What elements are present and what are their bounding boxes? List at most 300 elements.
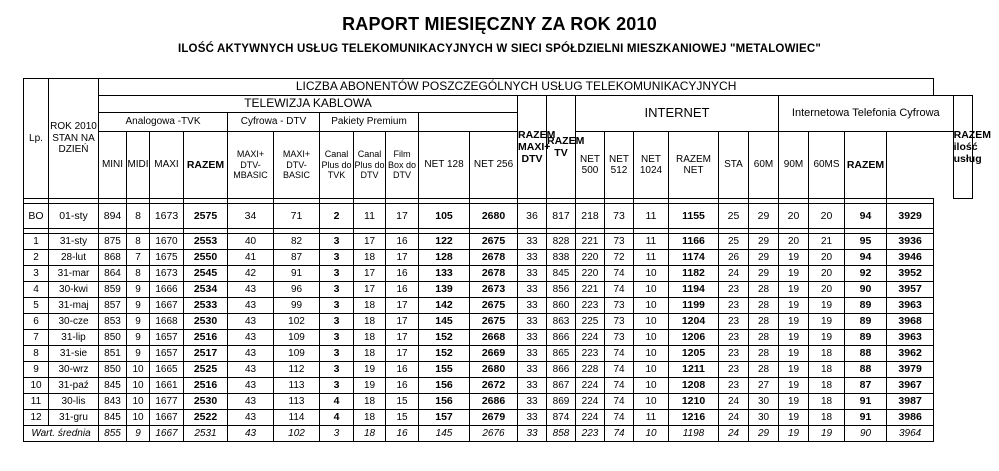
cell-mini: 859 [99,282,127,298]
cell-mini: 843 [99,394,127,410]
cell-mini: 851 [99,346,127,362]
col-canal-plus-dtv: Canal Plus do DTV [354,132,386,199]
cell-razem-maxi-dtv: 145 [419,426,470,442]
cell-m60ms: 21 [809,234,845,250]
cell-maxi: 1657 [150,346,184,362]
cell-cp-tvk: 3 [320,298,354,314]
cell-cp-dtv: 18 [354,394,386,410]
internet-header: INTERNET [576,96,779,132]
cell-razem-total: 3968 [887,314,934,330]
cell-cp-dtv: 18 [354,410,386,426]
cell-dtv-basic: 82 [274,234,320,250]
col-midi: MIDI [127,132,150,199]
col-net1024: NET 1024 [634,132,669,199]
cell-razem-tv: 2673 [470,282,518,298]
cell-cp-dtv: 19 [354,378,386,394]
cell-cp-dtv: 18 [354,330,386,346]
cell-net512: 74 [605,378,634,394]
cell-m90: 19 [779,298,809,314]
cell-date: 01-sty [49,204,99,229]
cell-maxi: 1667 [150,426,184,442]
cable-tv-header: TELEWIZJA KABLOWA [99,96,518,113]
cell-cp-dtv: 17 [354,266,386,282]
cell-m60ms: 20 [809,250,845,266]
cell-midi: 8 [127,234,150,250]
table-row [24,378,973,394]
cell-maxi: 1661 [150,378,184,394]
cell-cp-tvk: 3 [320,266,354,282]
cell-m60: 30 [749,394,779,410]
phone-header: Internetowa Telefonia Cyfrowa [779,96,954,132]
cell-razem-net: 1194 [669,282,719,298]
cell-razem-net: 1155 [669,204,719,229]
cell-net500: 224 [576,378,605,394]
cell-net512: 73 [605,204,634,229]
cell-maxi: 1673 [150,204,184,229]
cell-cp-tvk: 3 [320,378,354,394]
cell-cp-tvk: 3 [320,362,354,378]
cell-m60ms: 20 [809,204,845,229]
cell-razem-tv: 2676 [470,426,518,442]
cell-razem-total: 3936 [887,234,934,250]
cell-razem-maxi-dtv: 156 [419,378,470,394]
cell-date: 30-wrz [49,362,99,378]
col-mini: MINI [99,132,127,199]
table-row [24,234,973,250]
cell-razem-tv: 2675 [470,314,518,330]
table-row [24,330,973,346]
cell-razem-total: 3962 [887,346,934,362]
cell-fb-dtv: 16 [386,282,419,298]
cell-razem-total: 3929 [887,204,934,229]
cell-dtv-mbasic: 43 [228,410,274,426]
cell-razem-phone: 90 [845,426,887,442]
cell-dtv-basic: 96 [274,282,320,298]
cell-mini: 857 [99,298,127,314]
cell-razem-phone: 94 [845,204,887,229]
cell-razem-tv: 2686 [470,394,518,410]
cell-maxi: 1666 [150,282,184,298]
cell-cp-dtv: 18 [354,426,386,442]
cell-net1024: 11 [634,204,669,229]
cell-dtv-basic: 71 [274,204,320,229]
cell-sta: 25 [719,234,749,250]
cell-mini: 845 [99,410,127,426]
cell-razem-phone: 89 [845,298,887,314]
cell-net1024: 10 [634,266,669,282]
cell-maxi: 1667 [150,410,184,426]
cell-fb-dtv: 16 [386,362,419,378]
cell-net128: 33 [518,234,547,250]
cell-fb-dtv: 17 [386,298,419,314]
cell-midi: 10 [127,362,150,378]
report-subtitle: ILOŚĆ AKTYWNYCH USŁUG TELEKOMUNIKACYJNYCH W SIECI SPÓŁDZIELNI MIESZKANIOWEJ "METALOWIEC" [177,43,822,55]
cell-m90: 19 [779,266,809,282]
cell-razem-maxi-dtv: 139 [419,282,470,298]
col-90m: 90M [779,132,809,199]
cell-m90: 19 [779,394,809,410]
cell-razem-net: 1166 [669,234,719,250]
cell-net512: 72 [605,250,634,266]
cell-fb-dtv: 17 [386,314,419,330]
cell-mini: 894 [99,204,127,229]
cell-m60ms: 20 [809,282,845,298]
cell-razem-phone: 88 [845,346,887,362]
cell-m60: 28 [749,314,779,330]
cell-sta: 24 [719,426,749,442]
cell-razem-analog: 2534 [184,282,228,298]
cell-razem-maxi-dtv: 155 [419,362,470,378]
cell-m60: 29 [749,204,779,229]
cell-m60ms: 19 [809,314,845,330]
cell-razem-net: 1198 [669,426,719,442]
cell-m90: 19 [779,378,809,394]
col-maxi-dtv-basic: MAXI+ DTV-BASIC [274,132,320,199]
cell-net512: 73 [605,330,634,346]
cell-mini: 850 [99,362,127,378]
cell-cp-tvk: 3 [320,330,354,346]
cell-lp: 5 [24,298,49,314]
opening-balance-row [24,204,973,229]
cell-dtv-mbasic: 43 [228,346,274,362]
cell-net128: 33 [518,362,547,378]
cell-dtv-basic: 87 [274,250,320,266]
table-row [24,266,973,282]
cell-net256: 845 [547,266,576,282]
cell-net1024: 10 [634,378,669,394]
cell-razem-net: 1211 [669,362,719,378]
col-net500: NET 500 [576,132,605,199]
cell-date: 31-gru [49,410,99,426]
cell-net128: 33 [518,282,547,298]
cell-m90: 19 [779,250,809,266]
cell-cp-dtv: 17 [354,282,386,298]
cell-razem-net: 1206 [669,330,719,346]
cell-net500: 228 [576,362,605,378]
cell-m60: 28 [749,346,779,362]
cell-dtv-mbasic: 34 [228,204,274,229]
cell-net256: 838 [547,250,576,266]
cell-dtv-mbasic: 40 [228,234,274,250]
cell-razem-total: 3967 [887,378,934,394]
cell-sta: 26 [719,250,749,266]
average-row [24,426,973,442]
cell-razem-total: 3987 [887,394,934,410]
table-row [24,394,973,410]
cell-dtv-basic: 112 [274,362,320,378]
cell-razem-total: 3963 [887,330,934,346]
cell-net1024: 11 [634,234,669,250]
razem-total-header: RAZEM ilość usług [953,96,972,199]
cell-mini: 855 [99,426,127,442]
cell-m90: 19 [779,346,809,362]
cell-net128: 33 [518,314,547,330]
cell-fb-dtv: 17 [386,330,419,346]
cell-net256: 869 [547,394,576,410]
cell-razem-maxi-dtv: 156 [419,394,470,410]
cell-dtv-basic: 113 [274,394,320,410]
cell-razem-maxi-dtv: 145 [419,314,470,330]
cell-cp-tvk: 3 [320,234,354,250]
cell-m60: 28 [749,362,779,378]
cell-m60ms: 20 [809,266,845,282]
cell-maxi: 1665 [150,362,184,378]
cell-razem-total: 3957 [887,282,934,298]
cell-midi: 9 [127,282,150,298]
col-canal-plus-tvk: Canal Plus do TVK [320,132,354,199]
cell-net128: 33 [518,266,547,282]
cell-lp: BO [24,204,49,229]
col-maxi-dtv-mbasic: MAXI+ DTV-MBASIC [228,132,274,199]
cell-m60: 28 [749,330,779,346]
date-column-header: ROK 2010 STAN NA DZIEŃ [49,79,99,199]
cell-cp-dtv: 18 [354,346,386,362]
cell-razem-analog: 2517 [184,346,228,362]
cell-razem-tv: 2678 [470,250,518,266]
cell-fb-dtv: 17 [386,204,419,229]
cell-mini: 845 [99,378,127,394]
table-row [24,314,973,330]
cell-date: 30-lis [49,394,99,410]
cell-m60ms: 18 [809,346,845,362]
cell-net500: 220 [576,266,605,282]
cell-net500: 223 [576,346,605,362]
cell-dtv-mbasic: 43 [228,378,274,394]
cell-razem-analog: 2575 [184,204,228,229]
col-razem-net: RAZEM NET [669,132,719,199]
cell-net512: 74 [605,362,634,378]
cell-m90: 19 [779,314,809,330]
cell-midi: 9 [127,426,150,442]
cell-net256: 865 [547,346,576,362]
cell-midi: 10 [127,394,150,410]
cell-razem-analog: 2531 [184,426,228,442]
cell-net256: 858 [547,426,576,442]
col-60ms: 60MS [809,132,845,199]
cell-lp: 8 [24,346,49,362]
cell-sta: 24 [719,394,749,410]
cell-net1024: 10 [634,426,669,442]
cell-fb-dtv: 16 [386,234,419,250]
cell-razem-maxi-dtv: 133 [419,266,470,282]
cell-cp-tvk: 2 [320,204,354,229]
table-row [24,362,973,378]
cell-cp-tvk: 3 [320,282,354,298]
cell-sta: 23 [719,282,749,298]
cell-dtv-basic: 99 [274,298,320,314]
cell-m60ms: 18 [809,362,845,378]
cell-razem-tv: 2668 [470,330,518,346]
cell-lp: 1 [24,234,49,250]
cell-razem-phone: 88 [845,362,887,378]
cell-net512: 74 [605,266,634,282]
cell-razem-total: 3986 [887,410,934,426]
cell-dtv-mbasic: 43 [228,298,274,314]
cell-m60ms: 19 [809,330,845,346]
cell-m90: 19 [779,282,809,298]
cell-fb-dtv: 16 [386,266,419,282]
cell-date: 31-mar [49,266,99,282]
cell-fb-dtv: 15 [386,410,419,426]
cell-razem-analog: 2550 [184,250,228,266]
cell-midi: 9 [127,314,150,330]
analog-tvk-header: Analogowa -TVK [99,113,228,132]
subscriber-count-header: LICZBA ABONENTÓW POSZCZEGÓLNYCH USŁUG TELEKOMUNIKACYJNYCH [99,79,934,96]
cell-razem-net: 1204 [669,314,719,330]
cell-mini: 875 [99,234,127,250]
cell-net512: 73 [605,298,634,314]
table-row [24,282,973,298]
cell-cp-tvk: 3 [320,314,354,330]
cell-razem-phone: 94 [845,250,887,266]
cell-razem-phone: 89 [845,330,887,346]
cell-cp-tvk: 3 [320,250,354,266]
cell-dtv-basic: 91 [274,266,320,282]
cell-sta: 24 [719,410,749,426]
cell-razem-tv: 2678 [470,266,518,282]
cell-fb-dtv: 16 [386,378,419,394]
cell-net512: 74 [605,394,634,410]
cell-m60: 30 [749,410,779,426]
cell-mini: 864 [99,266,127,282]
cell-m60ms: 18 [809,410,845,426]
cell-mini: 868 [99,250,127,266]
cell-razem-net: 1182 [669,266,719,282]
cell-net500: 220 [576,250,605,266]
cell-midi: 8 [127,204,150,229]
cell-razem-tv: 2675 [470,298,518,314]
cell-sta: 23 [719,314,749,330]
cell-midi: 9 [127,330,150,346]
cell-m90: 20 [779,204,809,229]
lp-header: Lp. [24,79,49,199]
cell-dtv-basic: 102 [274,426,320,442]
cell-net500: 225 [576,314,605,330]
cell-m90: 19 [779,330,809,346]
cell-razem-maxi-dtv: 122 [419,234,470,250]
cell-net1024: 10 [634,298,669,314]
cell-razem-net: 1174 [669,250,719,266]
cell-net256: 860 [547,298,576,314]
col-net256: NET 256 [470,132,518,199]
cell-razem-tv: 2680 [470,362,518,378]
cell-fb-dtv: 17 [386,346,419,362]
cell-date: 31-sty [49,234,99,250]
cell-m60ms: 18 [809,394,845,410]
table-row [24,250,973,266]
cell-maxi: 1668 [150,314,184,330]
cell-cp-dtv: 18 [354,314,386,330]
cell-lp: 6 [24,314,49,330]
cell-lp: 11 [24,394,49,410]
cell-m90: 20 [779,234,809,250]
cell-date: 30-kwi [49,282,99,298]
cell-midi: 7 [127,250,150,266]
cell-date: Wart. średnia [24,426,99,442]
cell-net128: 33 [518,410,547,426]
cell-razem-total: 3979 [887,362,934,378]
cell-razem-net: 1216 [669,410,719,426]
cell-lp: 7 [24,330,49,346]
report-title: RAPORT MIESIĘCZNY ZA ROK 2010 [342,14,657,34]
col-razem-analog: RAZEM [184,132,228,199]
cell-razem-phone: 87 [845,378,887,394]
cell-m60: 29 [749,250,779,266]
table-row [24,298,973,314]
cell-dtv-mbasic: 41 [228,250,274,266]
cell-lp: 2 [24,250,49,266]
cell-net1024: 10 [634,362,669,378]
cell-cp-tvk: 4 [320,394,354,410]
cell-net512: 74 [605,426,634,442]
cell-dtv-basic: 114 [274,410,320,426]
cell-razem-maxi-dtv: 105 [419,204,470,229]
cell-net512: 73 [605,234,634,250]
cell-razem-total: 3964 [887,426,934,442]
cell-dtv-mbasic: 43 [228,282,274,298]
cell-cp-dtv: 19 [354,362,386,378]
cell-dtv-basic: 109 [274,330,320,346]
cell-m90: 19 [779,426,809,442]
cell-razem-phone: 89 [845,314,887,330]
cell-midi: 9 [127,298,150,314]
cell-lp: 10 [24,378,49,394]
report-table [23,78,991,442]
cell-net500: 218 [576,204,605,229]
cell-maxi: 1667 [150,298,184,314]
digital-dtv-header: Cyfrowa - DTV [228,113,320,132]
cell-date: 31-lip [49,330,99,346]
cell-net256: 874 [547,410,576,426]
cell-net256: 856 [547,282,576,298]
table-row [24,410,973,426]
cell-sta: 23 [719,378,749,394]
cell-razem-tv: 2679 [470,410,518,426]
cell-razem-phone: 91 [845,410,887,426]
cell-mini: 850 [99,330,127,346]
cell-razem-net: 1205 [669,346,719,362]
cell-net500: 223 [576,426,605,442]
cell-razem-phone: 92 [845,266,887,282]
cell-net256: 867 [547,378,576,394]
cell-razem-maxi-dtv: 157 [419,410,470,426]
cell-cp-tvk: 3 [320,346,354,362]
cell-razem-tv: 2675 [470,234,518,250]
col-maxi: MAXI [150,132,184,199]
cell-net512: 74 [605,346,634,362]
cell-dtv-basic: 102 [274,314,320,330]
cell-net1024: 10 [634,330,669,346]
cell-net512: 73 [605,314,634,330]
cell-razem-net: 1210 [669,394,719,410]
cell-net500: 221 [576,234,605,250]
cell-m60: 28 [749,298,779,314]
cell-m60: 27 [749,378,779,394]
cell-razem-total: 3946 [887,250,934,266]
cell-net500: 224 [576,330,605,346]
col-net128: NET 128 [419,132,470,199]
cell-dtv-mbasic: 43 [228,330,274,346]
cell-dtv-basic: 113 [274,378,320,394]
cell-net512: 74 [605,410,634,426]
cell-m60: 29 [749,426,779,442]
cell-razem-net: 1199 [669,298,719,314]
cell-cp-tvk: 4 [320,410,354,426]
col-60m: 60M [749,132,779,199]
cell-razem-analog: 2530 [184,394,228,410]
cell-net128: 33 [518,346,547,362]
cell-net256: 866 [547,330,576,346]
